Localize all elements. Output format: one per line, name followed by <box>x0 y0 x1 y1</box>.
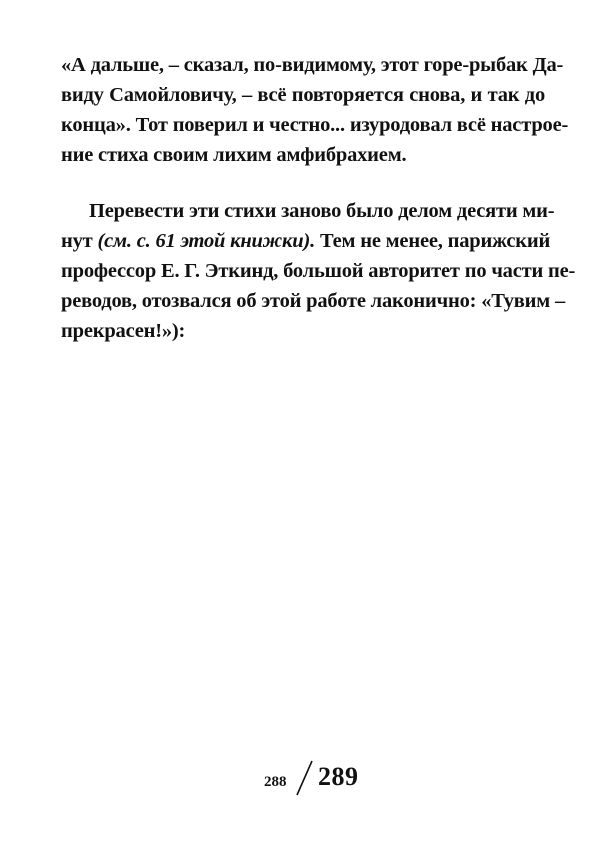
page-reference: (см. с. 61 этой книжки). <box>97 230 316 252</box>
paragraph-1-line-4: ние стиха своим лихим амфибрахием. <box>61 144 407 166</box>
paragraph-2-line-2-end: Тем не менее, парижский <box>319 230 551 252</box>
slash-divider <box>292 758 316 798</box>
paragraph-2-line-2-start: нут <box>61 230 93 252</box>
page-number-footer <box>0 758 600 798</box>
paragraph-1-line-1: «А дальше, – сказал, по-видимому, этот горе-рыбак Да- <box>61 54 564 76</box>
paragraph-2-line-4: реводов, отозвался об этой работе лаконично: «Тувим – <box>61 290 565 312</box>
paragraph-2-line-5: прекрасен!»): <box>61 320 186 342</box>
total-pages-number: 289 <box>318 762 359 791</box>
current-page-number: 288 <box>264 774 287 790</box>
paragraph-2-line-3: профессор Е. Г. Эткинд, большой авторитет по части пе- <box>61 260 576 282</box>
paragraph-2-line-2 <box>61 226 551 256</box>
paragraph-2-line-1: Перевести эти стихи заново было делом десяти ми- <box>89 200 555 222</box>
paragraph-1-line-2: виду Самойловичу, – всё повторяется снова, и так до <box>61 84 545 106</box>
paragraph-1-line-3: конца». Тот поверил и честно... изуродовал всё настрое- <box>61 114 569 136</box>
